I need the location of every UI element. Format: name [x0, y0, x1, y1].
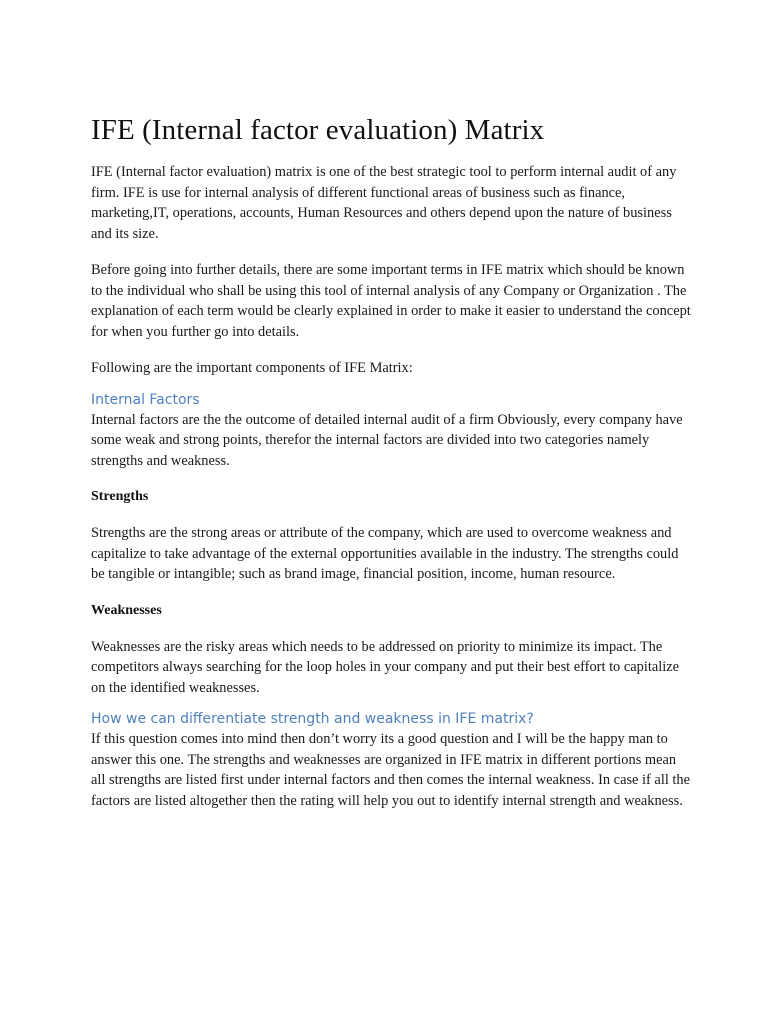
- section-body-differentiate: If this question comes into mind then don’t worry its a good question and I will be the happy man to answer this one. The strengths and weaknesses are organized in IFE matrix in different portions mean all strengths are listed first under internal factors and then comes the internal weakness. In case if all the factors are listed altogether then the rating will help you out to identify internal strength and weakness.: [91, 731, 690, 809]
- intro-paragraph-1: IFE (Internal factor evaluation) matrix is one of the best strategic tool to perform internal audit of any firm. IFE is use for internal analysis of different functional areas of business such as finance, marketing,IT, operations, accounts, Human Resources and others depend upon the nature of business and its size.: [91, 164, 677, 242]
- section-body-strengths: Strengths are the strong areas or attribute of the company, which are used to overcome weakness and capitalize to take advantage of the external opportunities available in the industry. The strengths could be tangible or intangible; such as brand image, financial position, income, human resource.: [91, 525, 679, 582]
- intro-paragraph-3: Following are the important components of IFE Matrix:: [91, 360, 413, 376]
- section-heading-strengths: Strengths: [91, 489, 149, 504]
- section-heading-differentiate: How we can differentiate strength and weakness in IFE matrix?: [91, 711, 534, 727]
- document-body: [91, 112, 691, 811]
- section-body-weaknesses: Weaknesses are the risky areas which needs to be addressed on priority to minimize its impact. The competitors always searching for the loop holes in your company and put their best effort to capitalize on the identified weaknesses.: [91, 638, 679, 696]
- intro-paragraph-2: Before going into further details, there are some important terms in IFE matrix which should be known to the individual who shall be using this tool of internal analysis of any Company or Organization . The explanation of each term would be clearly explained in order to make it easier to understand the concept for when you further go into details.: [91, 262, 691, 340]
- section-heading-internal-factors: Internal Factors: [91, 391, 200, 408]
- section-body-internal-factors: Internal factors are the the outcome of detailed internal audit of a firm Obviously, every company have some weak and strong points, therefor the internal factors are divided into two categories namely strengths and weakness.: [91, 411, 683, 469]
- page-title: IFE (Internal factor evaluation) Matrix: [91, 114, 545, 146]
- section-heading-weaknesses: Weaknesses: [91, 602, 162, 618]
